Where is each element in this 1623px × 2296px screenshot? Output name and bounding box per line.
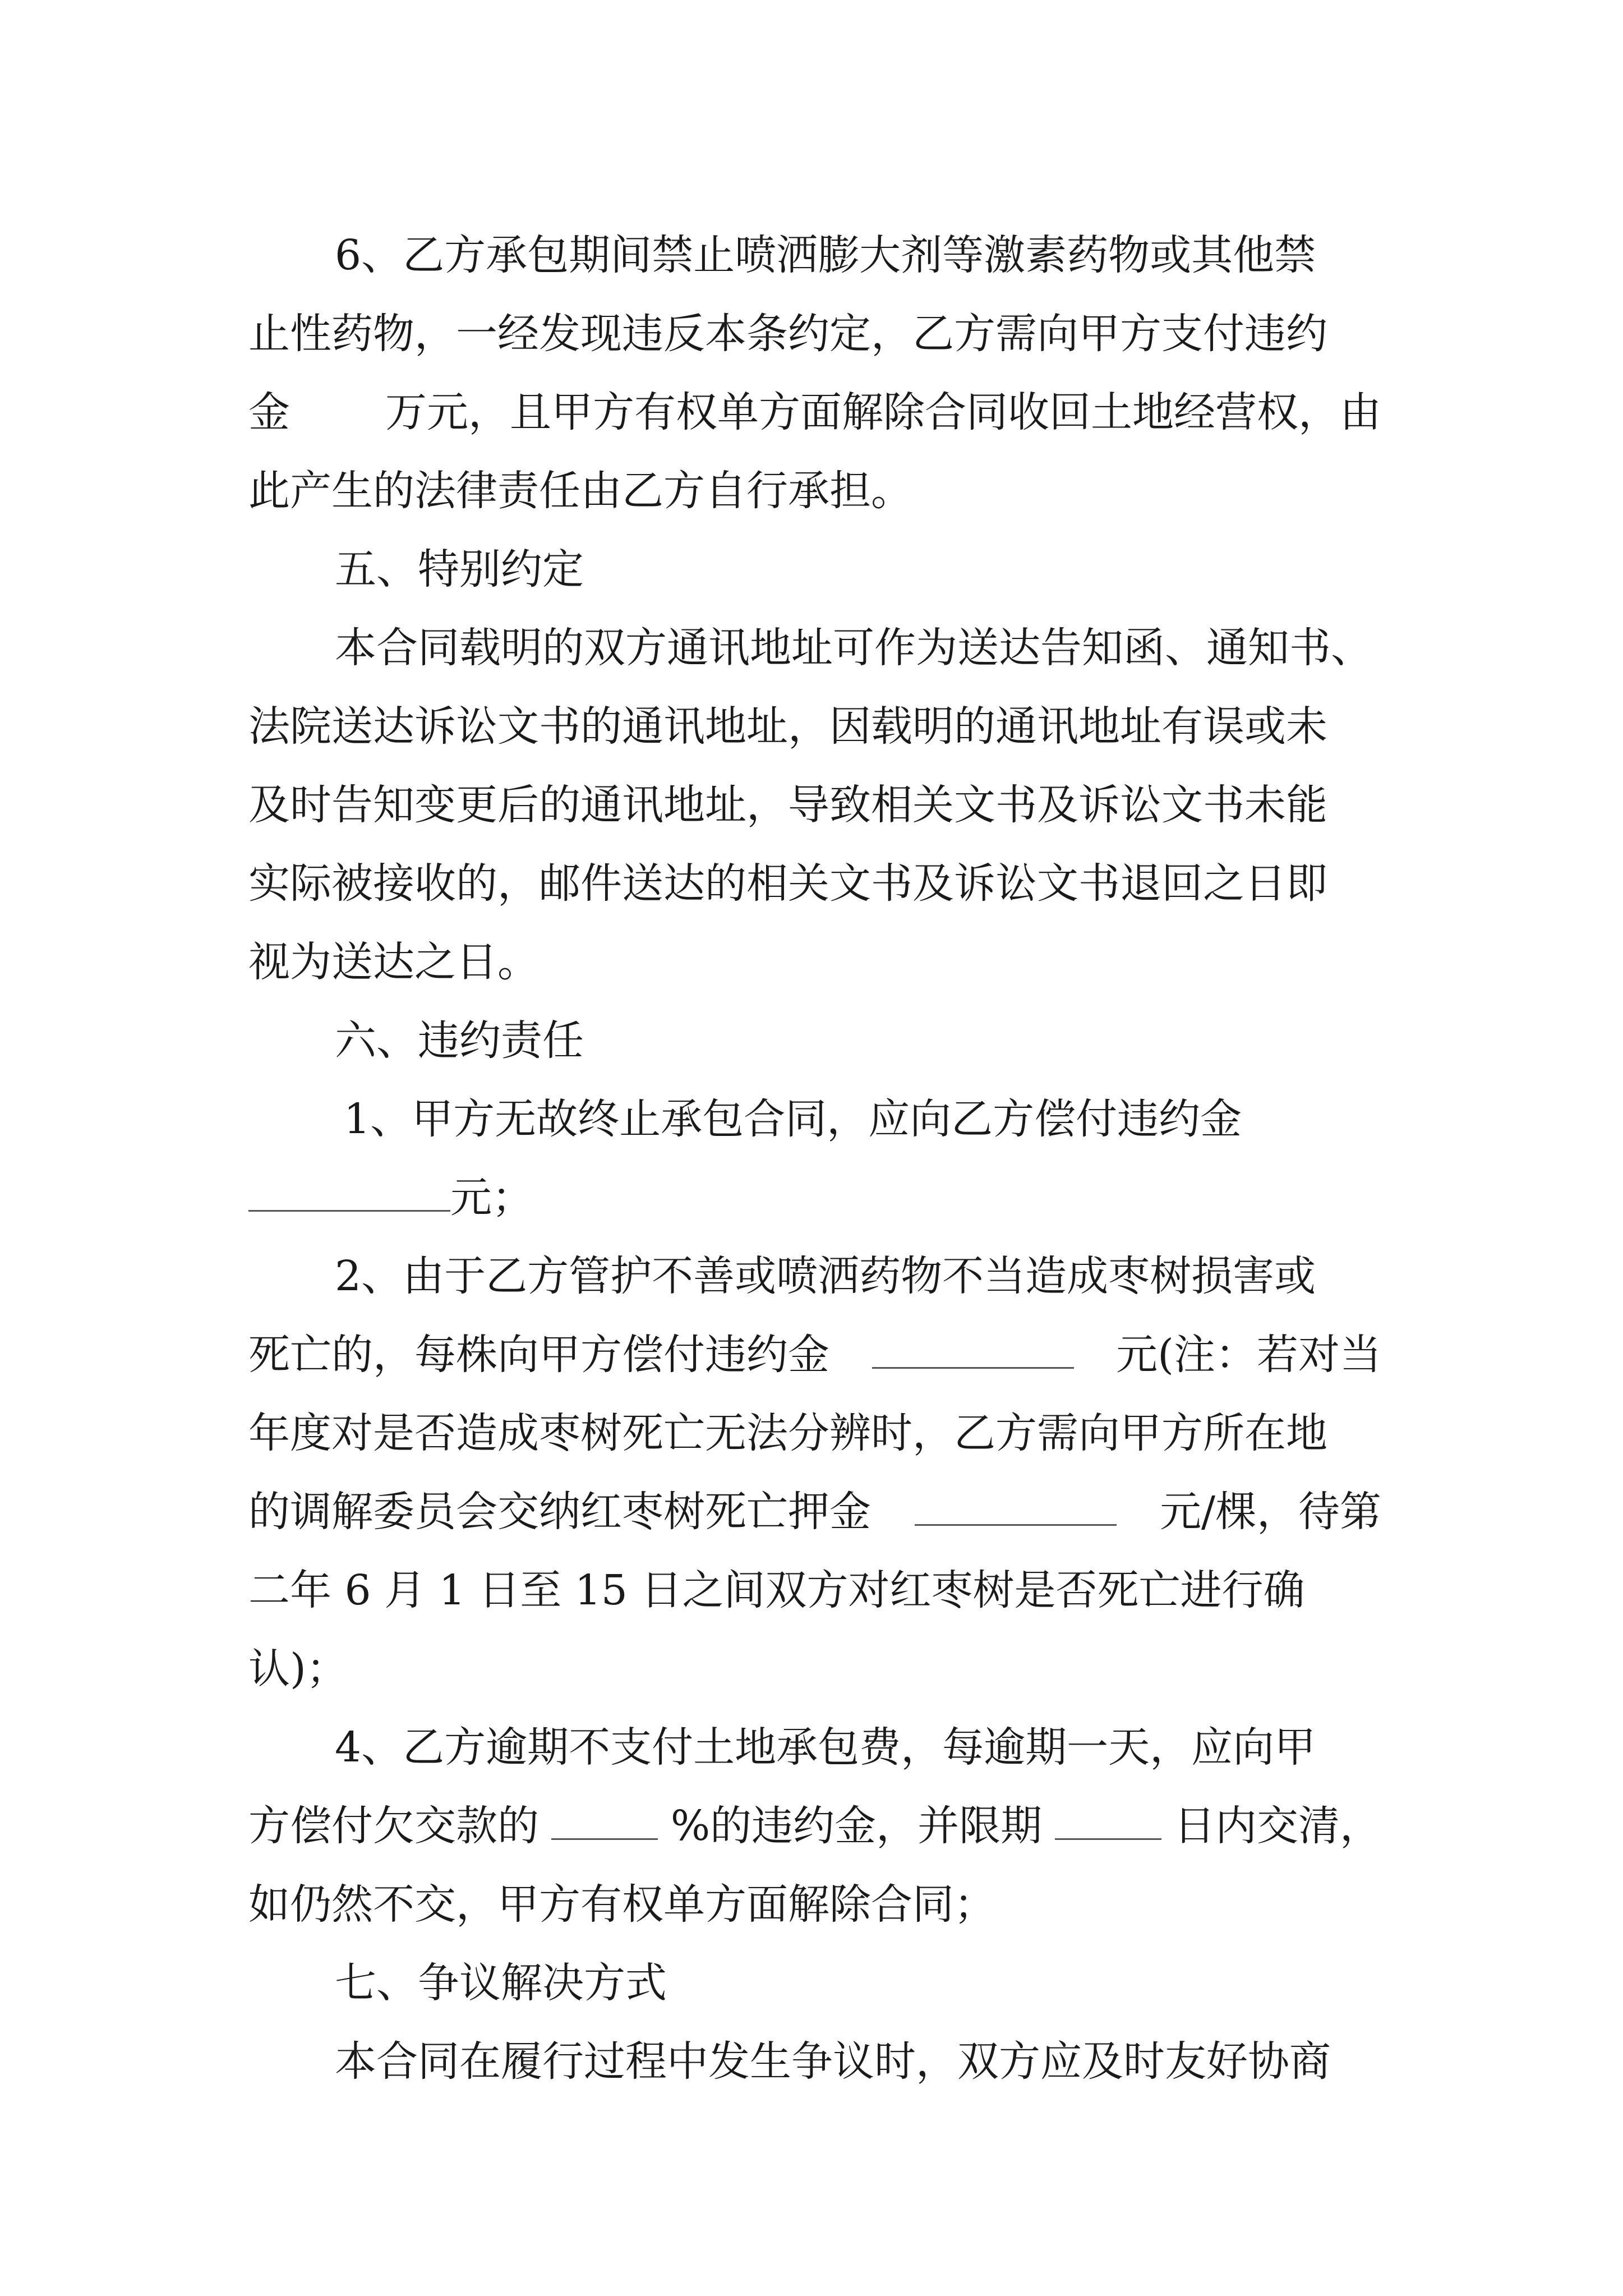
text: 元(注：若对当 — [1116, 1331, 1381, 1379]
section-5-line-2 — [248, 687, 1381, 766]
text: 的调解委员会交纳红枣树死亡押金 — [248, 1488, 871, 1536]
clause-6-2-line-4 — [248, 1473, 1381, 1551]
section-5-line-3 — [248, 766, 1381, 844]
text: 及时告知变更后的通讯地址，导致相关文书及诉讼文书未能 — [248, 781, 1327, 829]
document-page — [248, 216, 1381, 2101]
text: 6、乙方承包期间禁止喷洒膨大剂等激素药物或其他禁 — [335, 231, 1316, 279]
clause-6-2-line-2 — [248, 1315, 1381, 1394]
clause-6-line-3 — [248, 373, 1381, 452]
clause-6-4-line-3 — [248, 1865, 1381, 1944]
text: 实际被接收的，邮件送达的相关文书及诉讼文书退回之日即 — [248, 859, 1327, 908]
text: %的违约金，并限期 — [670, 1802, 1043, 1850]
clause-6-4-line-1 — [248, 1708, 1381, 1787]
clause-6-line-4 — [248, 452, 1381, 530]
fill-in-blank[interactable] — [872, 1328, 1074, 1369]
text: 元/棵，待第 — [1160, 1488, 1381, 1536]
clause-6-4-line-2 — [248, 1787, 1381, 1865]
text: 视为送达之日。 — [248, 938, 539, 986]
text: 日内交清， — [1173, 1802, 1381, 1850]
fill-in-blank[interactable] — [915, 1485, 1117, 1526]
section-7-heading — [248, 1944, 1381, 2022]
section-5-heading — [248, 530, 1381, 609]
section-6-heading — [248, 1001, 1381, 1080]
section-5-line-5 — [248, 923, 1381, 1001]
clause-6-2-line-3 — [248, 1394, 1381, 1473]
text: 如仍然不交，甲方有权单方面解除合同； — [248, 1880, 995, 1929]
text: 止性药物，一经发现违反本条约定，乙方需向甲方支付违约 — [248, 310, 1327, 358]
text: 死亡的，每株向甲方偿付违约金 — [248, 1331, 829, 1379]
fill-in-blank[interactable] — [551, 1799, 658, 1840]
section-5-line-4 — [248, 844, 1381, 923]
section-5-line-1 — [248, 609, 1381, 687]
text: 4、乙方逾期不支付土地承包费，每逾期一天，应向甲 — [335, 1723, 1316, 1772]
text: 此产生的法律责任由乙方自行承担。 — [248, 467, 912, 515]
text: 认)； — [248, 1645, 348, 1693]
clause-6-line-1 — [248, 216, 1381, 295]
heading: 七、争议解决方式 — [335, 1959, 667, 2007]
text: 年度对是否造成枣树死亡无法分辨时，乙方需向甲方所在地 — [248, 1409, 1327, 1457]
text: 2、由于乙方管护不善或喷洒药物不当造成枣树损害或 — [335, 1252, 1316, 1300]
text: 本合同载明的双方通讯地址可作为送达告知函、通知书、 — [335, 624, 1372, 672]
clause-6-1-line-2 — [248, 1158, 1381, 1237]
clause-6-1-line-1 — [248, 1080, 1381, 1158]
text: 万元，且甲方有权单方面解除合同收回土地经营权，由 — [385, 388, 1381, 436]
text: 方偿付欠交款的 — [248, 1802, 539, 1850]
text: 元； — [450, 1174, 533, 1222]
heading: 五、特别约定 — [335, 545, 584, 593]
clause-6-2-line-1 — [248, 1237, 1381, 1315]
text: 1、甲方无故终止承包合同，应向乙方偿付违约金 — [344, 1095, 1242, 1143]
clause-6-line-2 — [248, 295, 1381, 373]
text: 法院送达诉讼文书的通讯地址，因载明的通讯地址有误或未 — [248, 702, 1327, 751]
text: 金 — [248, 388, 290, 436]
heading: 六、违约责任 — [335, 1016, 584, 1065]
clause-6-2-line-5 — [248, 1551, 1381, 1630]
text: 本合同在履行过程中发生争议时，双方应及时友好协商 — [335, 2037, 1331, 2086]
fill-in-blank[interactable] — [248, 1171, 450, 1212]
fill-in-blank[interactable] — [1055, 1799, 1161, 1840]
clause-6-2-line-6 — [248, 1630, 1381, 1708]
text: 二年 6 月 1 日至 15 日之间双方对红枣树是否死亡进行确 — [248, 1566, 1305, 1614]
section-7-line-1 — [248, 2022, 1381, 2101]
